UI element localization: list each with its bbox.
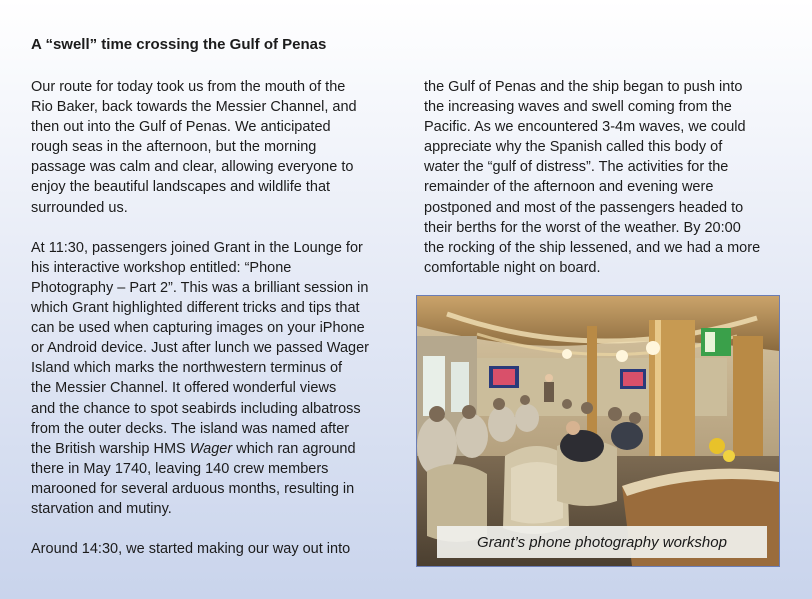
paragraph-gap (31, 519, 369, 539)
text-line: can be used when capturing images on your iPhone (31, 320, 365, 337)
exit-sign (705, 332, 715, 352)
presenter-body (544, 382, 554, 402)
text-line: At 11:30, passengers joined Grant in the Lounge for (31, 239, 363, 256)
right-column (424, 77, 760, 278)
flower (723, 450, 735, 462)
tv-screen (623, 372, 643, 386)
text-line: or Android device. Just after lunch we passed Wager (31, 340, 369, 357)
text-line: and the chance to spot seabirds including albatross (31, 400, 361, 417)
text-line: water the “gulf of distress”. The activities for the (424, 159, 729, 176)
lamp (616, 350, 628, 362)
text-line (31, 439, 369, 459)
window (451, 362, 469, 412)
caption-box (437, 526, 767, 558)
text-line: Rio Baker, back towards the Messier Channel, and (31, 99, 357, 116)
text-line: comfortable night on board. (424, 259, 601, 276)
text-line: Around 14:30, we started making our way out into (31, 541, 351, 558)
lounge-photo (416, 295, 780, 567)
text-line: Pacific. As we encountered 3-4m waves, we could (424, 119, 746, 136)
ship-name: Wager (189, 440, 233, 457)
text-line: marooned for several arduous months, resulting in (31, 480, 355, 497)
text-line: Island which marks the northwestern terminus of (31, 360, 343, 377)
text-line: Our route for today took us from the mouth of the (31, 79, 346, 95)
text-line: their berths for the worst of the weather. By 20:00 (424, 219, 741, 236)
text-line: appreciate why the Spanish called this body of (424, 139, 723, 156)
tv-screen (493, 369, 515, 385)
text-line: rough seas in the afternoon, but the morning (31, 139, 317, 156)
text-line: starvation and mutiny. (31, 500, 172, 517)
text-line: which Grant highlighted different tricks and tips that (31, 300, 360, 317)
text-run: which ran aground (232, 440, 356, 457)
pillar (587, 326, 597, 436)
left-column (31, 77, 369, 559)
paragraph-gap (31, 218, 369, 238)
text-line: the Gulf of Penas and the ship began to push into (424, 79, 743, 95)
flower (709, 438, 725, 454)
text-line: remainder of the afternoon and evening were (424, 179, 714, 196)
text-line: there in May 1740, leaving 140 crew members (31, 460, 329, 477)
text-line: the increasing waves and swell coming from the (424, 99, 732, 116)
text-line: his interactive workshop entitled: “Phone (31, 259, 292, 276)
seated-person (611, 422, 643, 450)
photo-caption: Grant’s phone photography workshop (477, 533, 727, 551)
article-title: A “swell” time crossing the Gulf of Penas (31, 36, 327, 53)
text-line: Photography – Part 2”. This was a brilliant session in (31, 279, 369, 296)
text-line: the Messier Channel. It offered wonderful views (31, 380, 337, 397)
text-line: postponed and most of the passengers headed to (424, 199, 744, 216)
lamp (562, 349, 572, 359)
text-line: enjoy the beautiful landscapes and wildlife that (31, 179, 331, 196)
lamp (646, 341, 660, 355)
armchair (511, 462, 563, 524)
seated-person (560, 430, 604, 462)
seated-person-head (566, 421, 580, 435)
text-line: from the outer decks. The island was named after (31, 420, 350, 437)
text-line: the rocking of the ship lessened, and we had a more (424, 239, 761, 256)
text-line: then out into the Gulf of Penas. We anticipated (31, 119, 331, 136)
text-line: surrounded us. (31, 199, 128, 216)
presenter-head (545, 374, 553, 382)
text-line: passage was calm and clear, allowing everyone to (31, 159, 354, 176)
text-run: the British warship HMS (31, 440, 190, 457)
